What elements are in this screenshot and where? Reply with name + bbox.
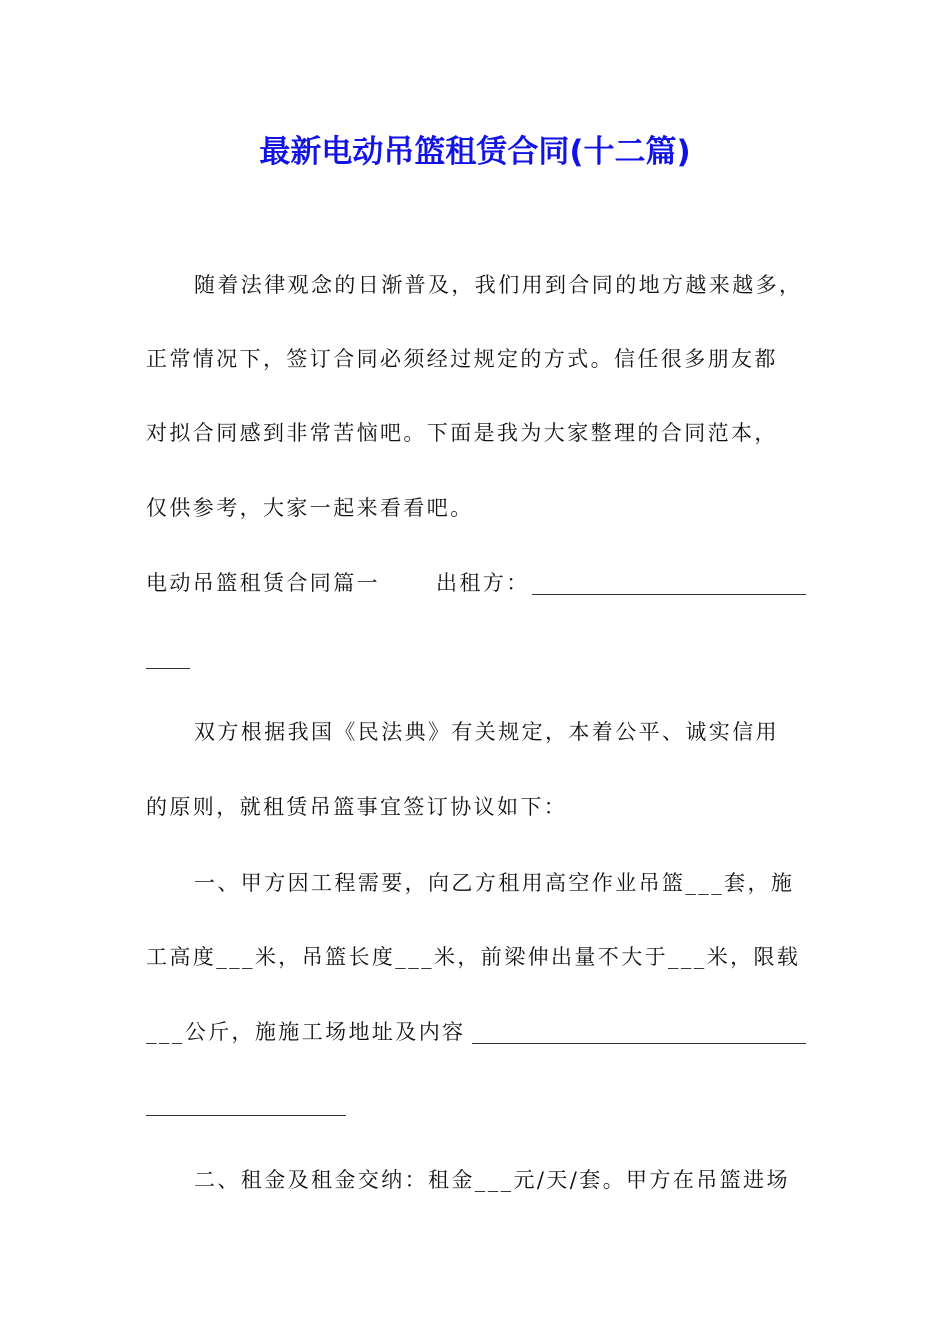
clause1-line-3: ___公斤，施施工场地址及内容 <box>146 1020 466 1044</box>
lessor-blank-line <box>532 594 806 595</box>
site-address-blank-line <box>472 1043 806 1044</box>
clause1-line-1: 一、甲方因工程需要，向乙方租用高空作业吊篮___套，施 <box>194 871 795 895</box>
intro-line-4: 仅供参考，大家一起来看看吧。 <box>146 496 474 520</box>
lessor-label: 出租方： <box>436 571 530 595</box>
preamble-line-1: 双方根据我国《民法典》有关规定，本着公平、诚实信用 <box>194 720 779 744</box>
preamble-line-2: 的原则，就租赁吊篮事宜签订协议如下： <box>146 795 568 819</box>
intro-line-1: 随着法律观念的日渐普及，我们用到合同的地方越来越多， <box>194 273 803 297</box>
intro-line-2: 正常情况下，签订合同必须经过规定的方式。信任很多朋友都 <box>146 347 778 371</box>
lessor-blank-line-cont <box>146 668 190 669</box>
clause1-line-2: 工高度___米，吊篮长度___米，前梁伸出量不大于___米，限载 <box>146 945 801 969</box>
section-heading: 电动吊篮租赁合同篇一 <box>146 571 380 595</box>
intro-line-3: 对拟合同感到非常苦恼吧。下面是我为大家整理的合同范本， <box>146 421 778 445</box>
site-address-blank-line-cont <box>146 1115 346 1116</box>
clause2-line-1: 二、租金及租金交纳：租金___元/天/套。甲方在吊篮进场 <box>194 1168 790 1192</box>
document-title: 最新电动吊篮租赁合同(十二篇) <box>259 134 691 170</box>
